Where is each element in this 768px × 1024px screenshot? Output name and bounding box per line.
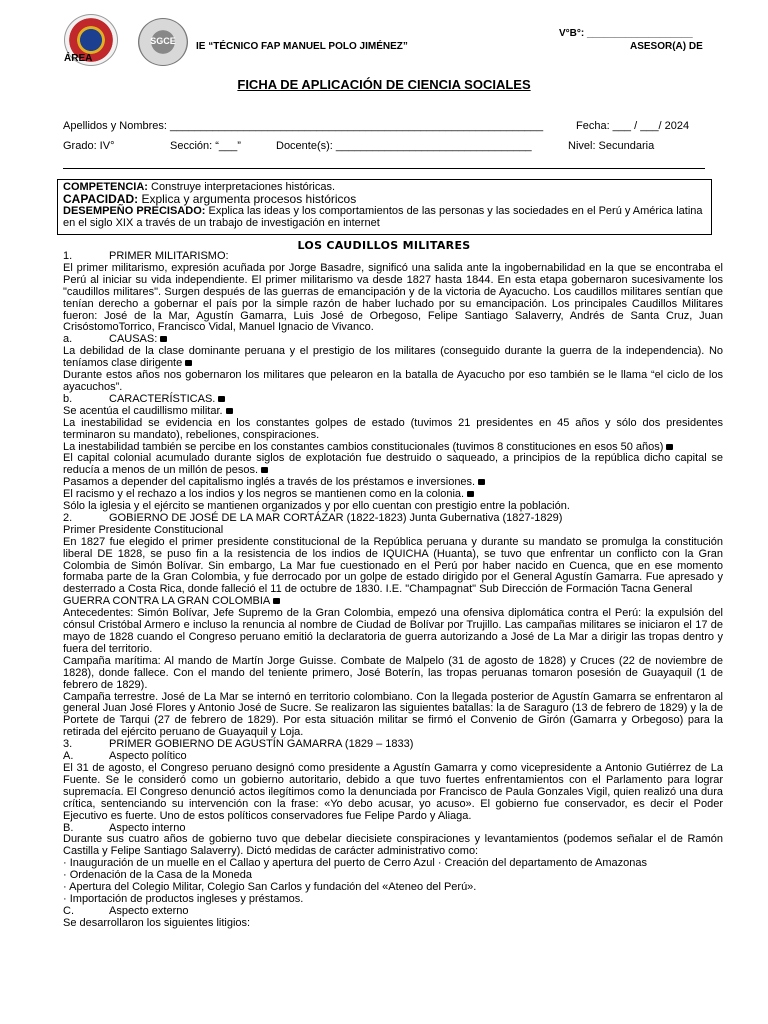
paragraph-b6-text: El racismo y el rechazo a los indios y los negros se mantienen como en la colonia. — [63, 488, 465, 501]
area-label: ÁREA — [64, 53, 93, 64]
heading-C — [63, 906, 723, 918]
clapper-icon — [185, 360, 192, 366]
paragraph-b3-text: La inestabilidad también se percibe en los constantes cambios constitucionales (tuvimos 8 constituciones en esos 50 años) — [63, 440, 664, 453]
apellidos-field: Apellidos y Nombres: _____________________________________________________________ — [63, 120, 544, 132]
section-title: LOS CAUDILLOS MILITARES — [297, 239, 471, 252]
clapper-icon — [160, 336, 167, 342]
nivel-field: Nivel: Secundaria — [568, 140, 655, 152]
paragraph-guerra-terrestre: Campaña terrestre. José de La Mar se internó en territorio colombiano. Con la llegada posterior de Agustín Gamarra se enfrentaron al general Juan José Flores y Antonio José de Sucre. Se realizaron las siguientes batallas: la de Saraguro (13 de febrero de 1829) y la de Portete de Tarqui (27 de febrero de 1829). Por esta situación militar se firmó el Convenio de Girón (Gamarra y Orbegoso) para la retirada del ejército peruano de Guayaquil y Loja. — [63, 690, 723, 739]
paragraph-b7: Sólo la iglesia y el ejército se mantienen organizados y por ello cuentan con prestigio entre la población. — [63, 500, 570, 513]
paragraph-b4 — [63, 453, 723, 477]
heading-guerra-title: GUERRA CONTRA LA GRAN COLOMBIA — [63, 595, 271, 608]
paragraph-b4-text: El capital colonial acumulado durante siglos de explotación fue destruido o saqueado, a principios de la república dicho capital se reducía a menos de un millón de pesos. — [63, 452, 723, 477]
header-rule — [63, 168, 705, 169]
seccion-field: Sección: “___” — [170, 140, 241, 152]
paragraph-a1 — [63, 346, 723, 370]
heading-b-title: CARACTERÍSTICAS. — [109, 392, 216, 405]
clapper-icon — [261, 467, 268, 473]
fecha-field: Fecha: ___ / ___/ 2024 — [576, 120, 690, 132]
paragraph-1: El primer militarismo, expresión acuñada por Jorge Basadre, significó una salida ante la ingobernabilidad en la que se encontraba el Perú al iniciar su vida independiente. El primer militarismo va desde 1827 hasta 1844. En esta etapa gobernaron sucesivamente los "caudillos militares". Surgen después de las guerras de emancipación y de la victoria de Ayacucho. Los caudillos militares sentían que tenían derecho a gobernar el país por la simple razón de haber luchado por su emancipación. Los principales Caudillos Militares fueron: José de la Mar, Agustín Gamarra, Luis José de Orbegoso, Felipe Santiago Salaverry, Andrés de Santa Cruz, Juan CrisóstomoTorrico, Francisco Vidal, Manuel Ignacio de Vivanco. — [63, 261, 723, 334]
paragraph-a1-text: La debilidad de la clase dominante peruana y el prestigio de los militares (conseguido durante la guerra de la independencia). No teníamos clase dirigente — [63, 345, 723, 370]
heading-a-num: a. — [63, 333, 73, 346]
certification-logo-text: SGCE — [150, 36, 176, 46]
school-name: IE “TÉCNICO FAP MANUEL POLO JIMÉNEZ” — [196, 41, 408, 52]
paragraph-guerra-maritima: Campaña marítima: Al mando de Martín Jorge Guisse. Combate de Malpelo (31 de agosto de 1828) y Cruces (22 de noviembre de 1828), donde fallece. Con el mando del teniente primero, José Boterín, las tropas peruanas tomaron posesión de Guayaquil (1 de febrero de 1829). — [63, 654, 723, 691]
paragraph-b5-text: Pasamos a depender del capitalismo inglés a través de los préstamos e inversiones. — [63, 476, 476, 489]
competencia-label: COMPETENCIA: — [63, 181, 148, 193]
paragraph-a2: Durante estos años nos gobernaron los militares que pelearon en la batalla de Ayacucho por eso también se le llama “el ciclo de los ayacuchos”. — [63, 369, 723, 393]
list-item: · Ordenación de la Casa de la Moneda — [63, 869, 252, 882]
heading-2-title: GOBIERNO DE JOSÉ DE LA MAR CORTÁZAR (1822-1823) Junta Gubernativa (1827-1829) — [109, 511, 563, 524]
heading-3-title: PRIMER GOBIERNO DE AGUSTÍN GAMARRA (1829 – 1833) — [109, 738, 414, 751]
competencia-text: Construye interpretaciones históricas. — [147, 181, 336, 193]
clapper-icon — [467, 491, 474, 497]
heading-1-title: PRIMER MILITARISMO: — [109, 250, 229, 262]
subheading-2: Primer Presidente Constitucional — [63, 523, 224, 536]
heading-3-num: 3. — [63, 738, 73, 751]
heading-C-title: Aspecto externo — [109, 904, 189, 917]
heading-b-num: b. — [63, 392, 73, 405]
paragraph-b1-text: Se acentúa el caudillismo militar. — [63, 404, 223, 417]
clapper-icon — [478, 479, 485, 485]
clapper-icon — [226, 408, 233, 414]
clapper-icon — [218, 396, 225, 402]
heading-2-num: 2. — [63, 511, 73, 524]
paragraph-b2: La inestabilidad se evidencia en los constantes golpes de estado (tuvimos 21 presidentes en 45 años y sólo dos presidentes terminaron su mandato), rebeliones, conspiraciones. — [63, 416, 723, 441]
docente-field: Docente(s): ________________________________ — [276, 140, 532, 152]
page-title: FICHA DE APLICACIÓN DE CIENCIA SOCIALES — [237, 77, 531, 92]
clapper-icon — [273, 598, 280, 604]
list-item: · Importación de productos ingleses y préstamos. — [63, 892, 304, 905]
list-item: · Apertura del Colegio Militar, Colegio San Carlos y fundación del «Ateneo del Perú». — [63, 881, 477, 894]
heading-A-num: A. — [63, 750, 74, 763]
paragraph-guerra-antecedentes: Antecedentes: Simón Bolívar, Jefe Supremo de la Gran Colombia, empezó una ofensiva diplomática contra el Perú: la expulsión del cónsul Cristóbal Armero e incluso la renuncia al nombre de Ciudad de Bolívar por Trujillo. Las campañas militares se iniciaron el 17 de mayo de 1828 cuando el Congreso peruano emitió la declaratoria de guerra autorizando a José de La Mar a dirigir las tropas dentro y fuera del territorio. — [63, 607, 723, 655]
heading-B-num: B. — [63, 821, 74, 834]
clapper-icon — [666, 444, 673, 450]
paragraph-A: El 31 de agosto, el Congreso peruano designó como presidente a Agustín Gamarra y como vicepresidente a Antonio Gutiérrez de La Fuente. Se le consideró como un gobierno autoritario, debido a que tuvo fuertes enfrentamientos con el Parlamento para lograr supremacía. El Congreso denunció actos ilegítimos como la denunciada por Francisco de Paula Gonzales Vigil, quien realizó una dura crítica, sentenciando su intervención con la frase: «Yo debo acusar, yo acuso». El gobierno fue conservador, es decir el Poder Ejecutivo es fuerte. Uno de estos políticos conservadores fue Felipe Pardo y Aliaga. — [63, 761, 723, 822]
heading-B-title: Aspecto interno — [109, 821, 186, 834]
paragraph-b1 — [63, 406, 723, 418]
vb-field: V°B°: ___________________ — [559, 28, 693, 39]
paragraph-C: Se desarrollaron los siguientes litigios: — [63, 916, 251, 929]
capacidad-label: CAPACIDAD: — [63, 192, 139, 206]
desempeno-text: Explica las ideas y los comportamientos de las personas y las sociedades en el Perú y América latina en el siglo XIX a través de un trabajo de investigación en internet — [63, 205, 703, 229]
paragraph-B: Durante sus cuatro años de gobierno tuvo que debelar diecisiete conspiraciones y levantamientos (podemos señalar el de Ramón Castilla y Felipe Santiago Salaverry). Dictó medidas de carácter administrativo como: — [63, 833, 723, 858]
heading-a-title: CAUSAS: — [109, 333, 158, 346]
heading-A-title: Aspecto político — [109, 750, 187, 763]
desempeno-label: DESEMPEÑO PRECISADO: — [63, 205, 206, 217]
heading-1-num: 1. — [63, 250, 73, 262]
list-item: · Inauguración de un muelle en el Callao y apertura del puerto de Cerro Azul · Creación del departamento de Amazonas — [63, 857, 647, 870]
heading-C-num: C. — [63, 904, 74, 917]
asesor-label: ASESOR(A) DE — [630, 41, 703, 52]
capacidad-text: Explica y argumenta procesos históricos — [138, 192, 357, 206]
document-body — [63, 251, 723, 930]
paragraph-2: En 1827 fue elegido el primer presidente constitucional de la República peruana y durante su mandato se promulga la constitución liberal DE 1828, se puso fin a la resistencia de los indios de IQUICHA (Huanta), se tuvo que enfrentar un conflicto con la Gran Colombia de Simón Bolívar. Sin embargo, La Mar fue cuestionado en el Perú por haber nacido en Cuenca, que en ese momento formaba parte de la Gran Colombia, y fue derrocado por un golpe de estado dirigido por el General Agustín Gamarra. Fue apresado y desterrado a Costa Rica, donde falleció el 11 de octubre de 1830. I.E. "Champagnat" Sub Dirección de Formación Tacna General — [63, 535, 723, 596]
competencias-box — [57, 179, 712, 235]
certification-logo — [138, 18, 188, 66]
grado-field: Grado: IV° — [63, 140, 115, 152]
